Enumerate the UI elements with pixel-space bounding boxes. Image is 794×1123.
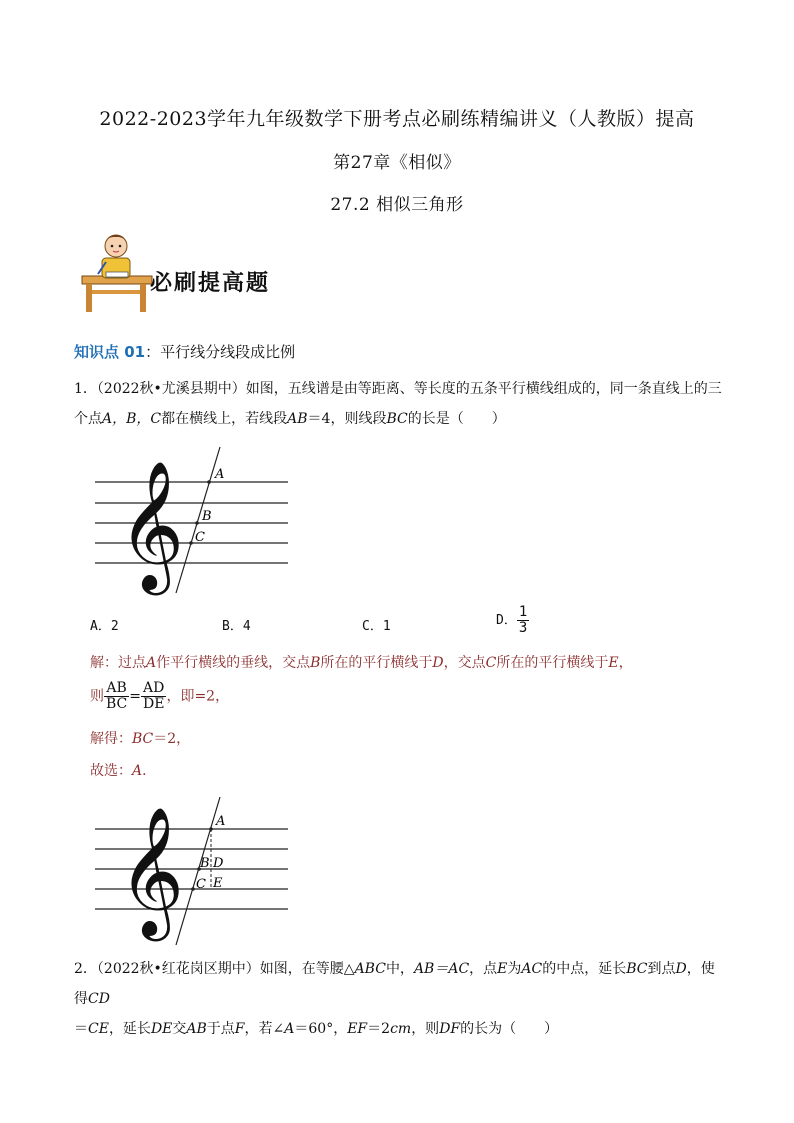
sol-text: ． [142, 763, 157, 779]
treble-clef-icon: 𝄞 [118, 460, 185, 590]
q2-text: 到点 [647, 961, 676, 977]
q2-text: ＝2 [367, 1021, 391, 1037]
sol-text: ， [618, 655, 633, 671]
q2-var: cm [390, 1021, 412, 1037]
knowledge-point-title: 平行线分线段成比例 [160, 343, 296, 361]
q2-var: CD [88, 991, 110, 1007]
knowledge-point-heading [74, 341, 295, 362]
q2-text: ，若∠ [244, 1021, 285, 1037]
q2-text: 的长为（ ） [460, 1021, 559, 1037]
fraction-ad-de [141, 681, 166, 712]
solution-line-1 [90, 652, 633, 672]
q2-var: AB [186, 1021, 207, 1037]
fraction-numerator: 1 [518, 604, 528, 620]
treble-clef-icon: 𝄞 [118, 806, 185, 936]
q2-var: DE [150, 1021, 173, 1037]
sol-var: E [608, 655, 619, 671]
point-c-label: C [196, 877, 206, 892]
knowledge-point-sep: ： [145, 343, 161, 361]
document-title: 2022-2023学年九年级数学下册考点必刷练精编讲义（人教版）提高 [99, 108, 695, 130]
q2-var: ABC [354, 961, 386, 977]
sol-text: ＝2， [153, 731, 191, 747]
sol-var: C [485, 655, 497, 671]
q2-text: 交 [172, 1021, 187, 1037]
q1-text: ＝4，则线段 [307, 411, 387, 427]
question-2 [74, 954, 724, 1044]
q2-var: BC [626, 961, 648, 977]
sol-text: 故选： [90, 763, 132, 779]
chapter-title: 第27章《相似》 [333, 153, 461, 173]
fraction-denominator: BC [106, 696, 128, 712]
q2-line-1 [74, 954, 724, 1014]
q2-text: ，则 [411, 1021, 440, 1037]
point-a-label: A [216, 814, 226, 829]
banner-label: 必刷提高题 [150, 271, 271, 296]
solution-line-3 [90, 728, 190, 748]
q2-var: D [675, 961, 687, 977]
sol-var: D [432, 655, 444, 671]
sol-text: 所在的平行横线于 [496, 655, 609, 671]
q2-var: EF [347, 1021, 368, 1037]
point-d-label: D [213, 856, 224, 871]
fraction-denominator: DE [143, 696, 165, 712]
q2-text: 2．（2022秋•红花岗区期中）如图，在等腰△ [74, 961, 355, 977]
q2-text: 中， [385, 961, 414, 977]
point-e-label: E [213, 876, 223, 891]
point-c-label: C [195, 530, 205, 545]
q1-line-2 [74, 404, 724, 434]
sol-var: B [310, 655, 321, 671]
fraction-numerator: AB [104, 681, 129, 697]
q1-points: A，B，C [102, 411, 162, 427]
option-b[interactable]: B．4 [222, 619, 251, 634]
q2-var: E [497, 961, 508, 977]
q1-text: 的长是（ ） [407, 411, 506, 427]
q2-var: CE [88, 1021, 109, 1037]
q2-var: AC [521, 961, 543, 977]
q2-line-2 [74, 1014, 724, 1044]
point-b-label: B [200, 856, 210, 871]
sol-text: 解：过点 [90, 655, 146, 671]
q2-text: 于点 [206, 1021, 235, 1037]
point-b-label: B [202, 509, 212, 524]
solution-line-4 [90, 760, 156, 780]
sol-var: A [146, 655, 157, 671]
question-1 [74, 374, 724, 434]
q2-text: ，延长 [108, 1021, 151, 1037]
q2-var: F [234, 1021, 245, 1037]
fraction-numerator: AD [141, 681, 166, 697]
q2-text: ，点 [469, 961, 498, 977]
q2-var: DF [439, 1021, 461, 1037]
option-a[interactable]: A．2 [90, 619, 119, 634]
sol-var: A [132, 763, 143, 779]
q1-bc: BC [386, 411, 408, 427]
sol-text: 解得： [90, 731, 132, 747]
q2-text: 为 [507, 961, 522, 977]
knowledge-point-prefix: 知识点 01 [74, 343, 146, 361]
q2-var: A [284, 1021, 295, 1037]
sol-text: ，即=2， [166, 688, 230, 705]
q1-text: 都在横线上，若线段 [161, 411, 288, 427]
option-d-prefix: D． [496, 613, 517, 628]
sol-text: ，交点 [443, 655, 486, 671]
section-title: 27.2 相似三角形 [330, 195, 464, 215]
solution-line-2 [90, 681, 229, 712]
staff-figure-1 [90, 445, 300, 600]
q2-text: ＝60°， [294, 1021, 348, 1037]
option-c[interactable]: C．1 [362, 619, 391, 634]
q2-var: AB＝AC [413, 961, 470, 977]
point-a-label: A [215, 467, 225, 482]
fraction-denominator: 3 [518, 620, 528, 636]
sol-text: 作平行横线的垂线，交点 [156, 655, 311, 671]
q2-text: ＝ [74, 1021, 88, 1037]
sol-text: 则 [90, 688, 104, 705]
staff-figure-2 [90, 795, 300, 950]
sol-var: BC [132, 731, 154, 747]
fraction-ab-bc [104, 681, 129, 712]
option-d-fraction [517, 605, 529, 636]
equals-sign: = [129, 688, 141, 705]
q1-ab: AB [287, 411, 308, 427]
sol-text: 所在的平行横线于 [320, 655, 433, 671]
q1-line-1: 1．（2022秋•尤溪县期中）如图，五线谱是由等距离、等长度的五条平行横线组成的，同一条直线上的三 [74, 381, 722, 397]
q2-text: ，使得 [74, 961, 715, 1007]
q1-text: 个点 [74, 411, 102, 427]
option-d[interactable] [496, 605, 529, 636]
q2-text: 的中点，延长 [542, 961, 627, 977]
